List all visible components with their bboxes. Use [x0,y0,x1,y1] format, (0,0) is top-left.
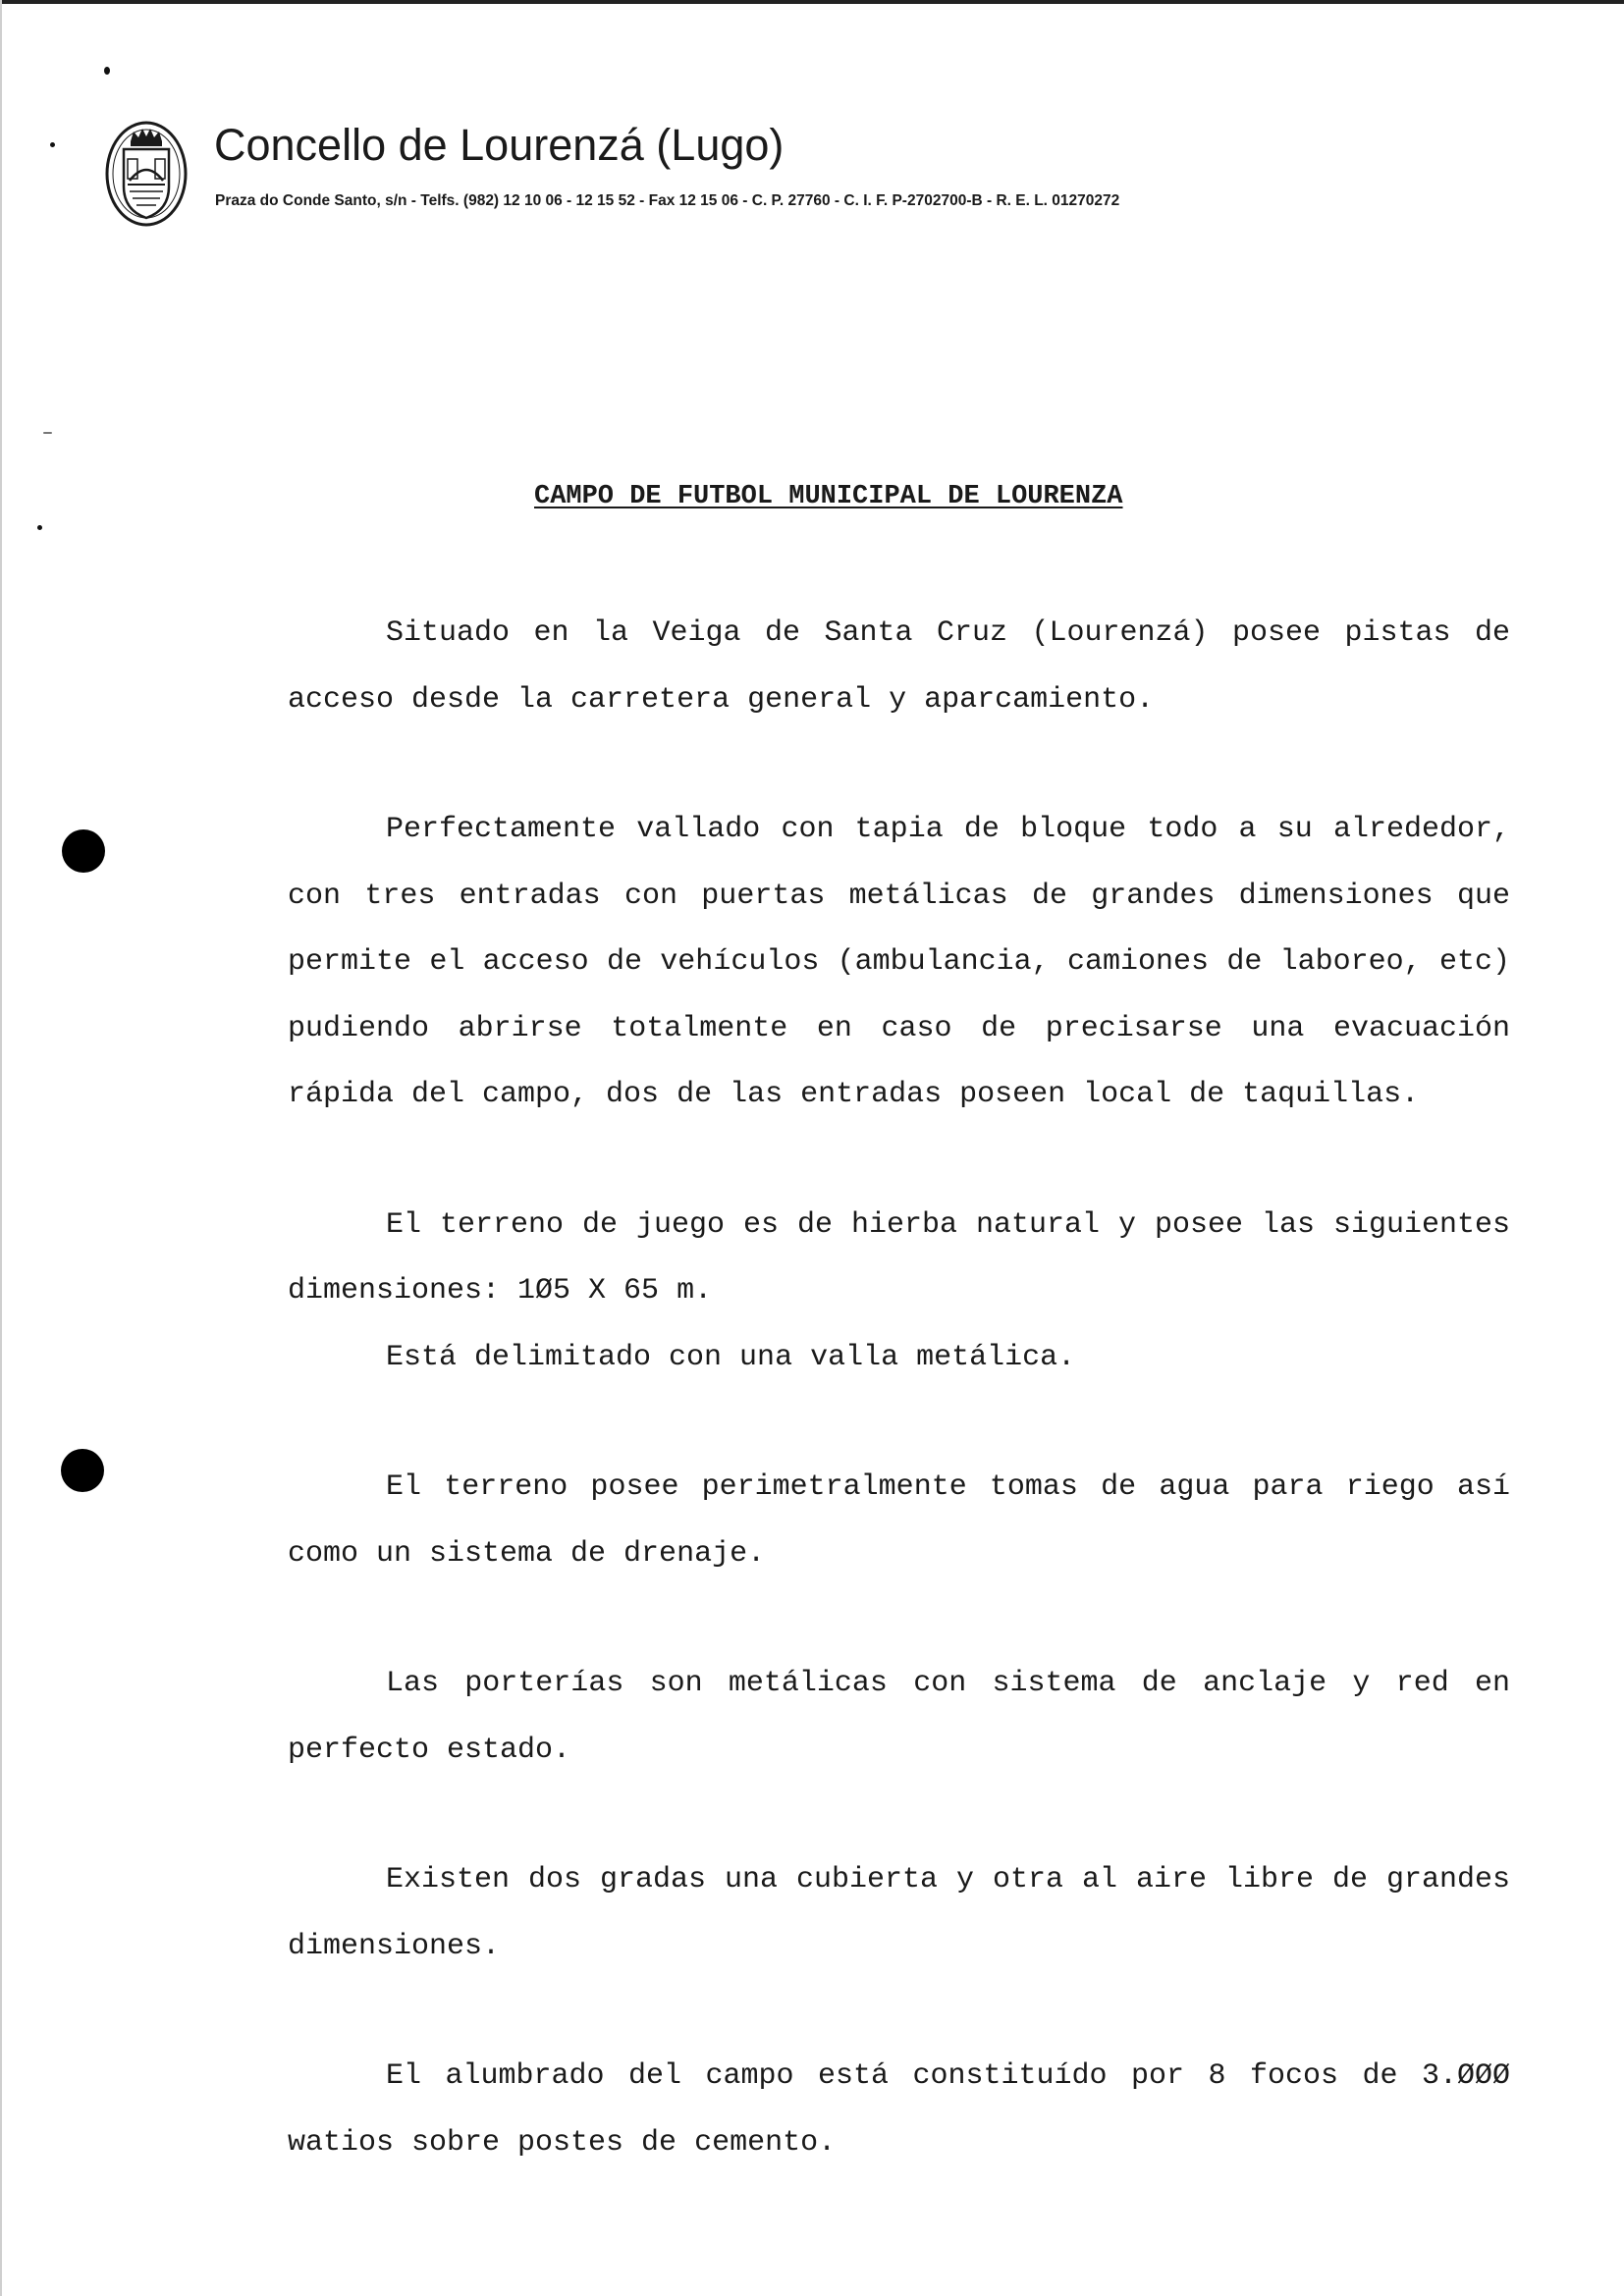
scan-speck [43,432,52,434]
punch-hole [61,1449,104,1492]
paragraph-lighting: El alumbrado del campo está constituído por 8 focos de 3.ØØØ watios sobre postes de cemento. [288,2059,1510,2160]
scan-left-edge [0,0,2,2296]
letterhead-name: Concello de Lourenzá (Lugo) [214,120,785,170]
scan-speck [104,67,110,75]
letterhead-address: Praza do Conde Santo, s/n - Telfs. (982) 12 10 06 - 12 15 52 - Fax 12 15 06 - C. P. 27760 - C. I. F. P-2702700-B - R. E. L. 01270272 [215,192,1120,209]
document-title: CAMPO DE FUTBOL MUNICIPAL DE LOURENZA [534,482,1123,511]
paragraph-irrigation: El terreno posee perimetralmente tomas de agua para riego así como un sistema de drenaje. [288,1470,1510,1571]
scan-speck [37,525,42,530]
scan-speck [50,142,55,147]
document-body [288,601,1510,2240]
paragraph-fencing: Perfectamente vallado con tapia de bloque todo a su alrededor, con tres entradas con puertas metálicas de grandes dimensiones que permite el acceso de vehículos (ambulancia, camiones de laboreo, etc) pudiendo abrirse totalmente en caso de precisarse una evacuación rápida del campo, dos de las entradas poseen local de taquillas. [288,813,1510,1111]
municipal-seal-icon [104,120,189,228]
punch-hole [62,829,105,873]
paragraph-goals: Las porterías son metálicas con sistema de anclaje y red en perfecto estado. [288,1667,1510,1767]
paragraph-pitch: El terreno de juego es de hierba natural y posee las siguientes dimensiones: 1Ø5 X 65 m. [288,1207,1510,1308]
scan-top-edge [0,0,1624,4]
paragraph-stands: Existen dos gradas una cubierta y otra al aire libre de grandes dimensiones. [288,1863,1510,1963]
paragraph-pitch-fence: Está delimitado con una valla metálica. [386,1340,1076,1374]
paragraph-location: Situado en la Veiga de Santa Cruz (Lourenzá) posee pistas de acceso desde la carretera general y aparcamiento. [288,616,1510,717]
